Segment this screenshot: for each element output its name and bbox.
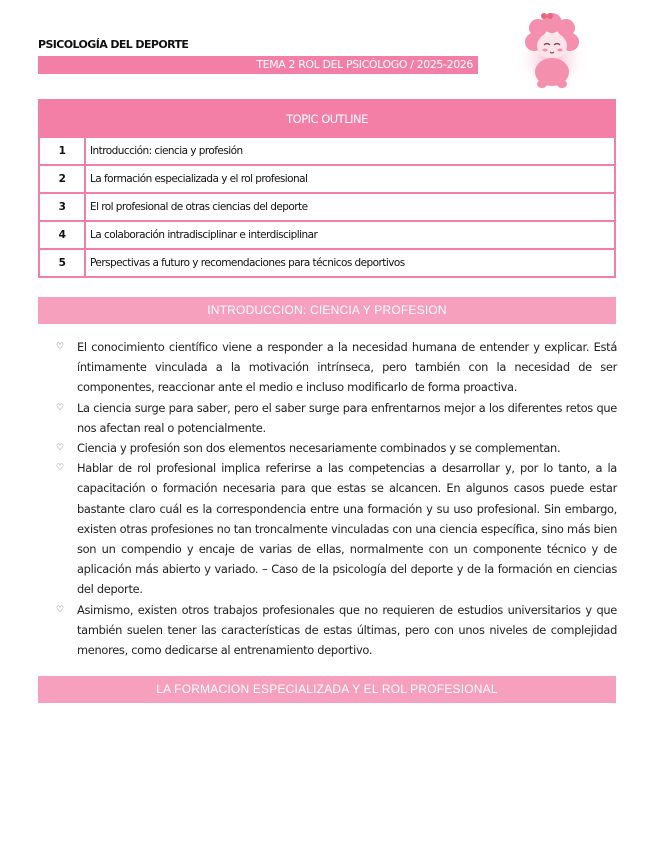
- heart-outline-icon: ♡: [56, 604, 64, 615]
- heart-outline-icon: ♡: [56, 402, 64, 413]
- topic-title: La colaboración intradisciplinar e interdisciplinar: [85, 221, 615, 249]
- topic-title: La formación especializada y el rol profesional: [85, 165, 615, 193]
- topic-subtitle: TEMA 2 ROL DEL PSICÓLOGO / 2025-2026: [256, 58, 473, 71]
- list-item: [56, 600, 617, 661]
- table-row: [39, 137, 615, 165]
- bullet-text: Ciencia y profesión son dos elementos necesariamente combinados y se complementan.: [77, 441, 561, 456]
- pink-sheep-mascot-icon: [514, 8, 590, 92]
- bullet-text: Hablar de rol profesional implica referirse a las competencias a desarrollar y, por lo tanto, a la capacitación o formación necesaria para que estas se alcancen. En algunos casos puede estar bastante claro cuál es la correspondencia entre una formación y su uso profesional. Sin embargo, existen otras profesiones no tan troncalmente vinculadas con una ciencia específica, sino más bien son un compendio y encaje de varias de ellas, normalmente con un componente técnico y de aplicación más abierto y variado. – Caso de la psicología del deporte y de la formación en ciencias del deporte.: [77, 461, 617, 597]
- topic-title: Introducción: ciencia y profesión: [85, 137, 615, 165]
- section-bullet-list: [56, 337, 617, 660]
- topic-number: 2: [39, 165, 85, 193]
- bullet-text: El conocimiento científico viene a responder a la necesidad humana de entender y explicar. Está íntimamente vinculada a la motivación intrínseca, pero también con la necesidad de ser componentes, reaccionar ante el medio e incluso modificarlo de forma proactiva.: [77, 340, 617, 395]
- list-item: [56, 337, 617, 398]
- table-row: [39, 165, 615, 193]
- list-item: [56, 398, 617, 438]
- section-heading-introduccion: INTRODUCCION: CIENCIA Y PROFESION: [38, 297, 616, 324]
- table-row: [39, 221, 615, 249]
- topic-header-bar: [38, 56, 478, 74]
- topic-number: 5: [39, 249, 85, 277]
- bullet-text: Asimismo, existen otros trabajos profesionales que no requieren de estudios universitarios y que también suelen tener las características de estas últimas, pero con unos niveles de complejidad menores, como dedicarse al entrenamiento deportivo.: [77, 602, 617, 658]
- table-row: [39, 249, 615, 277]
- topic-outline-heading: TOPIC OUTLINE: [39, 100, 615, 137]
- list-item: [56, 458, 617, 599]
- topic-title: Perspectivas a futuro y recomendaciones para técnicos deportivos: [85, 249, 615, 277]
- heart-outline-icon: ♡: [56, 463, 64, 474]
- topic-number: 3: [39, 193, 85, 221]
- table-row: [39, 193, 615, 221]
- topic-number: 4: [39, 221, 85, 249]
- list-item: [56, 438, 617, 458]
- heart-outline-icon: ♡: [56, 443, 64, 454]
- bullet-text: La ciencia surge para saber, pero el saber surge para enfrentarnos mejor a los diferentes retos que nos afectan real o potencialmente.: [77, 400, 617, 435]
- heart-outline-icon: ♡: [56, 342, 64, 352]
- topic-title: El rol profesional de otras ciencias del deporte: [85, 193, 615, 221]
- topic-number: 1: [39, 137, 85, 165]
- course-title: PSICOLOGÍA DEL DEPORTE: [38, 38, 189, 51]
- topic-outline-table: [38, 99, 616, 278]
- section-heading-formacion: LA FORMACION ESPECIALIZADA Y EL ROL PROFESIONAL: [38, 676, 616, 703]
